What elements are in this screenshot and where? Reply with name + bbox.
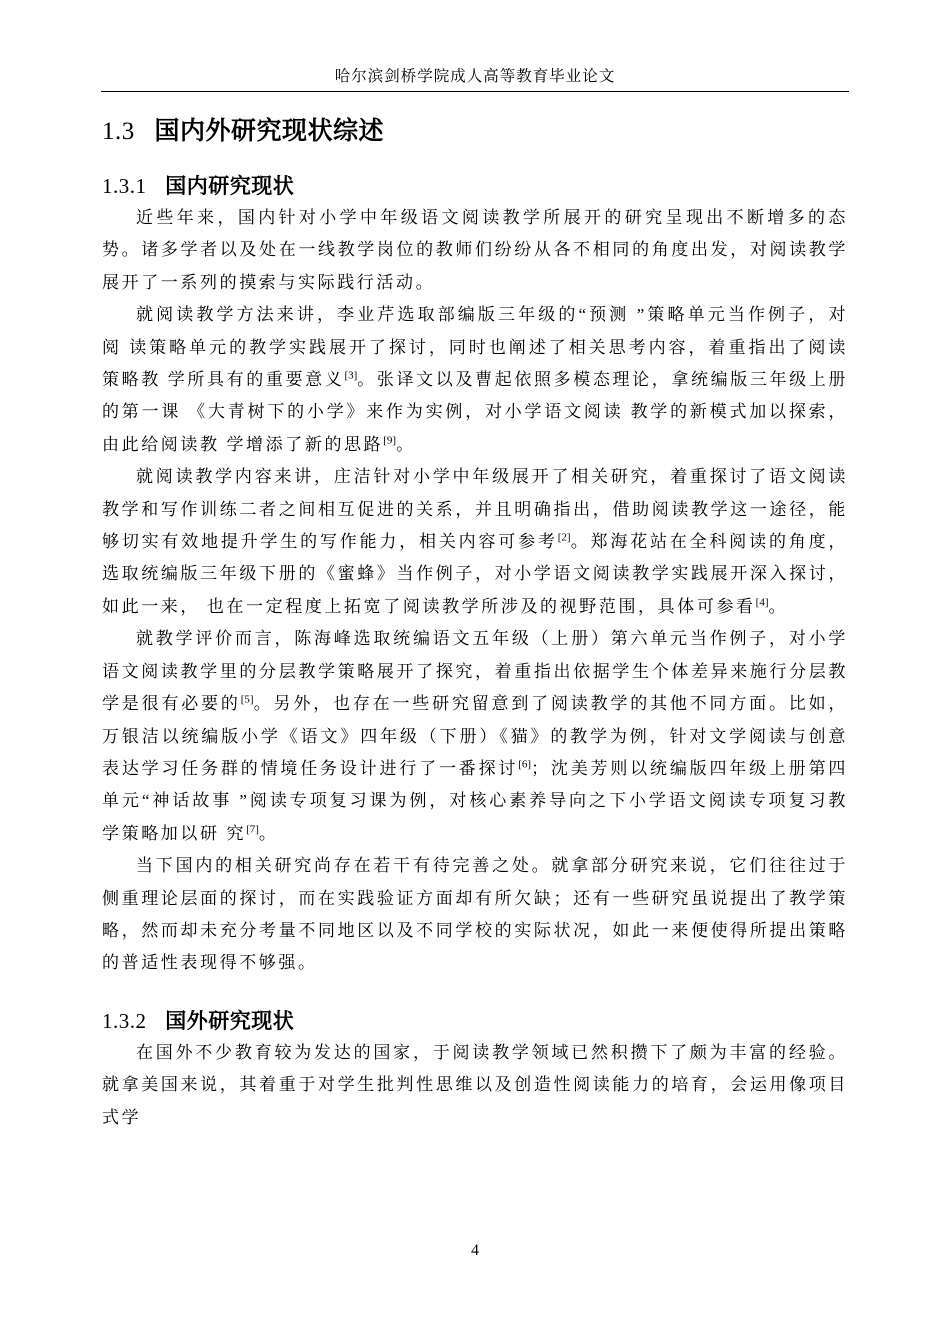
paragraph: 就阅读教学内容来讲，庄洁针对小学中年级展开了相关研究，着重探讨了语文阅读教学和写作训练二者之间相互促进的关系，并且明确指出，借助阅读教学这一途径，能够切实有效地提升学生的写作能力，相关内容可参考[2]。郑海花站在全科阅读的角度，选取统编版三年级下册的《蜜蜂》当作例子，对小学语文阅读教学实践展开深入探讨，如此一来， 也在一定程度上拓宽了阅读教学所涉及的视野范围，具体可参看[4]。 [102, 467, 848, 616]
paragraph: 在国外不少教育较为发达的国家，于阅读教学领域已然积攒下了颇为丰富的经验。就拿美国来说，其着重于对学生批判性思维以及创造性阅读能力的培育，会运用像项目式学 [102, 1042, 848, 1127]
paragraph: 就教学评价而言，陈海峰选取统编语文五年级（上册）第六单元当作例子，对小学语文阅读教学里的分层教学策略展开了探究，着重指出依据学生个体差异来施行分层教学是很有必要的[5]。另外，也存在一些研究留意到了阅读教学的其他不同方面。比如，万银洁以统编版小学《语文》四年级（下册）《猫》的教学为例，针对文学阅读与创意表达学习任务群的情境任务设计进行了一番探讨[6]；沈美芳则以统编版四年级上册第四单元“神话故事 ”阅读专项复习课为例，对核心素养导向之下小学语文阅读专项复习教学策略加以研 究[7]。 [102, 629, 849, 843]
footnote-ref: [9] [383, 434, 397, 447]
footnote-ref: [3] [344, 369, 358, 382]
header-title: 哈尔滨剑桥学院成人高等教育毕业论文 [334, 68, 616, 85]
paragraph: 就阅读教学方法来讲，李业芹选取部编版三年级的“预测 ”策略单元当作例子，对阅 读策略单元的教学实践展开了探讨，同时也阐述了相关思考内容，着重指出了阅读策略教 学所具有的重要意义[3]。张译文以及曹起依照多模态理论，拿统编版三年级上册的第一课 《大青树下的小学》来作为实例，对小学语文阅读 教学的新模式加以探索，由此给阅读教 学增添了新的思路[9]。 [102, 305, 848, 454]
footnote-ref: [7] [246, 823, 259, 836]
page-footer [0, 1242, 950, 1260]
section-title: 国外研究现状 [165, 1009, 295, 1033]
section-number: 1.3.1 [102, 174, 147, 198]
paragraph: 当下国内的相关研究尚存在若干有待完善之处。就拿部分研究来说，它们往往过于侧重理论层面的探讨，而在实践验证方面却有所欠缺；还有一些研究虽说提出了教学策略，然而却未充分考量不同地区以及不同学校的实际状况，如此一来便使得所提出策略的普适性表现得不够强。 [102, 856, 848, 973]
paragraph: 近些年来，国内针对小学中年级语文阅读教学所展开的研究呈现出不断增多的态势。诸多学者以及处在一线教学岗位的教师们纷纷从各不相同的角度出发，对阅读教学展开了一系列的摸索与实际践行活动。 [102, 208, 848, 292]
section-heading-1-3 [102, 114, 848, 149]
page-body [102, 100, 848, 1134]
section-number: 1.3.2 [102, 1008, 147, 1033]
footnote-ref: [2] [557, 531, 571, 544]
page-header [101, 64, 849, 92]
footnote-ref: [5] [240, 693, 254, 706]
section-title: 国内研究现状 [165, 175, 295, 198]
footnote-ref: [4] [755, 596, 769, 609]
section-number: 1.3 [102, 118, 135, 145]
section-heading-1-3-2 [102, 1006, 848, 1037]
section-heading-1-3-1 [102, 171, 848, 202]
section-title: 国内外研究现状综述 [154, 117, 385, 145]
footnote-ref: [6] [518, 758, 532, 771]
page-number: 4 [471, 1242, 479, 1259]
